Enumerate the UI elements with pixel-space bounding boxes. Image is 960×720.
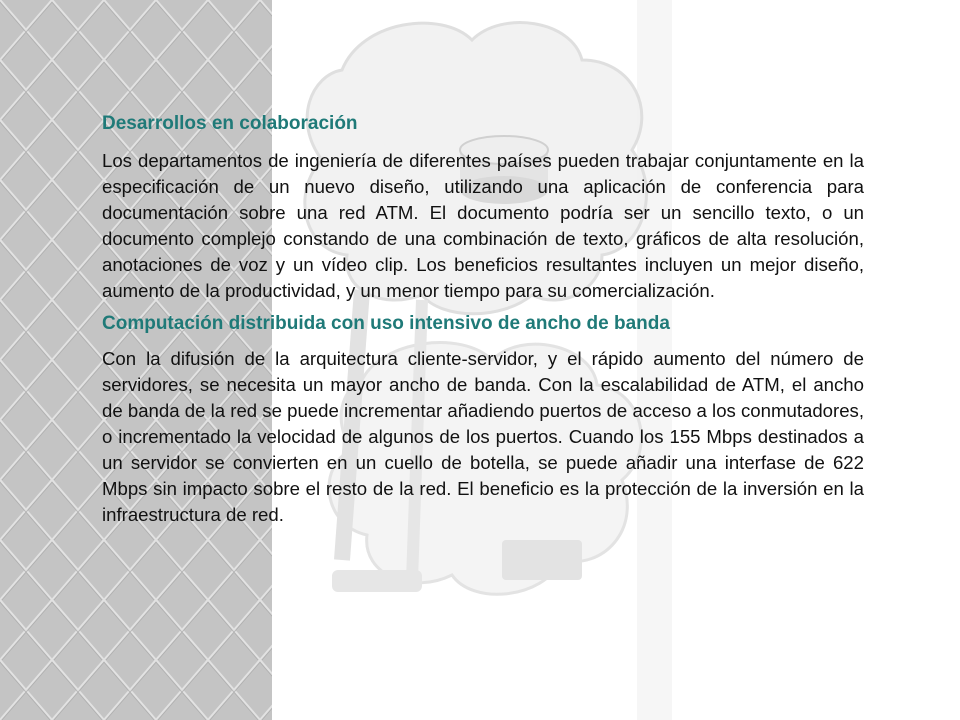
section-heading-collaboration: Desarrollos en colaboración xyxy=(102,113,358,134)
section-heading-distributed-computing: Computación distribuida con uso intensivo de ancho de banda xyxy=(102,313,670,334)
slide-content xyxy=(102,112,864,536)
section-body-distributed-computing: Con la difusión de la arquitectura cliente-servidor, y el rápido aumento del número de servidores, se necesita un mayor ancho de banda. Con la escalabilidad de ATM, el ancho de banda de la red se puede incrementar añadiendo puertos de acceso a los conmutadores, o incrementado la velocidad de algunos de los puertos. Cuando los 155 Mbps destinados a un servidor se convierten en un cuello de botella, se puede añadir una interfase de 622 Mbps sin impacto sobre el resto de la red. El beneficio es la protección de la inversión en la infraestructura de red. xyxy=(102,348,864,525)
section-body-collaboration: Los departamentos de ingeniería de diferentes países pueden trabajar conjuntamente en la especificación de un nuevo diseño, utilizando una aplicación de conferencia para documentación sobre una red ATM. El documento podría ser un sencillo texto, o un documento complejo constando de una combinación de texto, gráficos de alta resolución, anotaciones de voz y un vídeo clip. Los beneficios resultantes incluyen un mejor diseño, aumento de la productividad, y un menor tiempo para su comercialización. xyxy=(102,150,864,301)
